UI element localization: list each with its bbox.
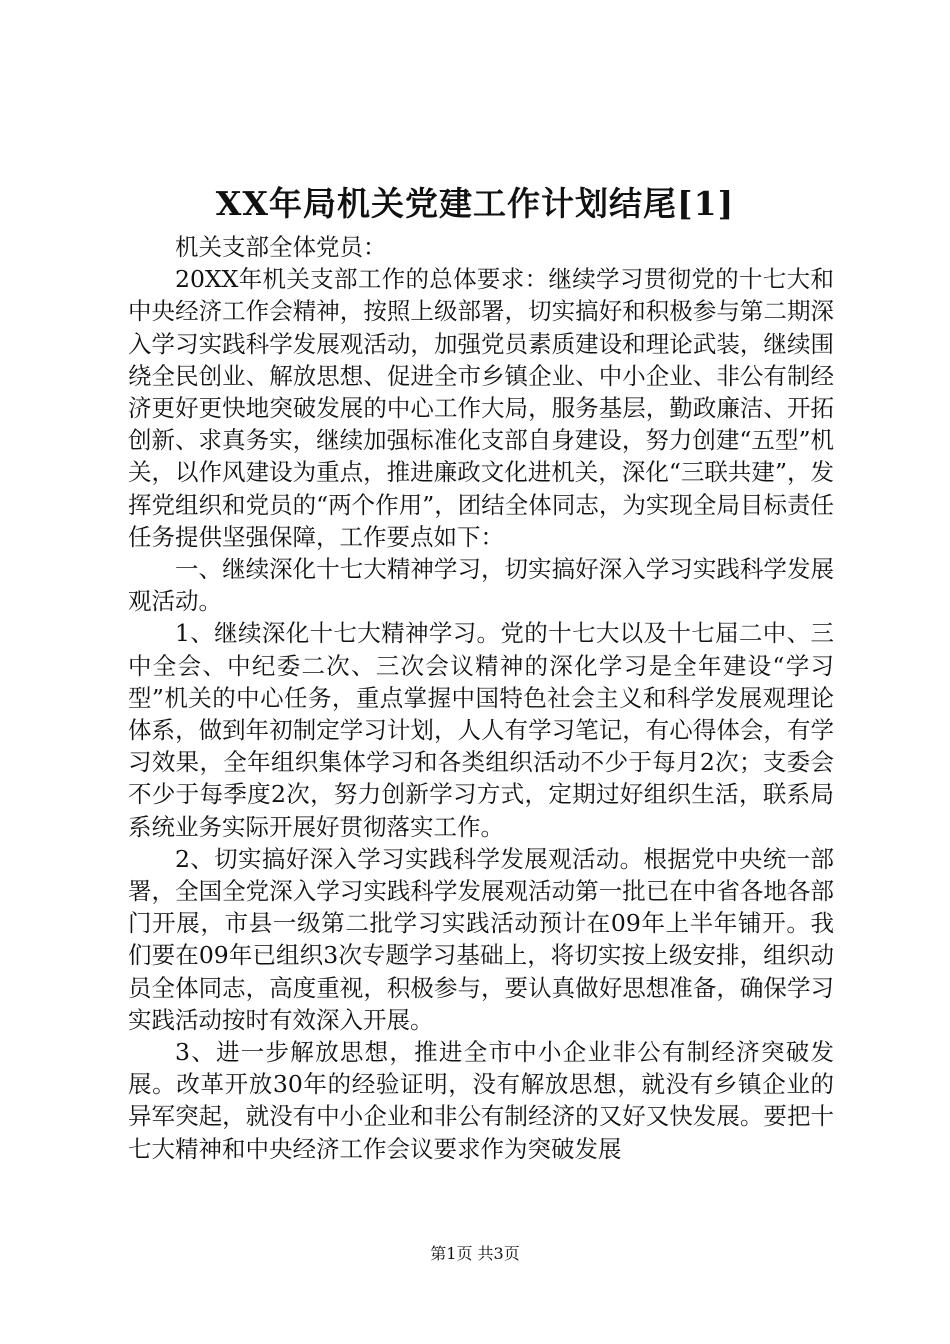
item-1-paragraph: 1、继续深化十七大精神学习。党的十七大以及十七届二中、三中全会、中纪委二次、三次会议精神的深化学习是全年建设“学习型”机关的中心任务，重点掌握中国特色社会主义和科学发展观理论体系，做到年初制定学习计划，人人有学习笔记，有心得体会，有学习效果，全年组织集体学习和各类组织活动不少于每月2次；支委会不少于每季度2次，努力创新学习方式，定期过好组织生活，联系局系统业务实际开展好贯彻落实工作。 <box>128 619 834 841</box>
item-2-paragraph: 2、切实搞好深入学习实践科学发展观活动。根据党中央统一部署，全国全党深入学习实践科学发展观活动第一批已在中省各地各部门开展，市县一级第二批学习实践活动预计在09年上半年铺开。我们要在09年已组织3次专题学习基础上，将切实按上级安排，组织动员全体同志，高度重视，积极参与，要认真做好思想准备，确保学习实践活动按时有效深入开展。 <box>128 844 834 1034</box>
salutation-paragraph: 机关支部全体党员： <box>175 233 387 261</box>
section-heading-paragraph: 一、继续深化十七大精神学习，切实搞好深入学习实践科学发展观活动。 <box>128 555 834 616</box>
document-body <box>128 231 834 1165</box>
intro-paragraph: 20XX年机关支部工作的总体要求：继续学习贯彻党的十七大和中央经济工作会精神，按照上级部署，切实搞好和积极参与第二期深入学习实践科学发展观活动，加强党员素质建设和理论武装，继续围绕全民创业、解放思想、促进全市乡镇企业、中小企业、非公有制经济更好更快地突破发展的中心工作大局，服务基层，勤政廉洁、开拓创新、求真务实，继续加强标准化支部自身建设，努力创建“五型”机关，以作风建设为重点，推进廉政文化进机关，深化“三联共建”，发挥党组织和党员的“两个作用”，团结全体同志，为实现全局目标责任任务提供坚强保障，工作要点如下： <box>128 265 834 551</box>
document-title: XX年局机关党建工作计划结尾[1] <box>215 184 735 223</box>
page-number-footer: 第1页 共3页 <box>430 1244 520 1263</box>
item-3-paragraph: 3、进一步解放思想，推进全市中小企业非公有制经济突破发展。改革开放30年的经验证明，没有解放思想，就没有乡镇企业的异军突起，就没有中小企业和非公有制经济的又好又快发展。要把十七大精神和中央经济工作会议要求作为突破发展 <box>128 1038 834 1163</box>
